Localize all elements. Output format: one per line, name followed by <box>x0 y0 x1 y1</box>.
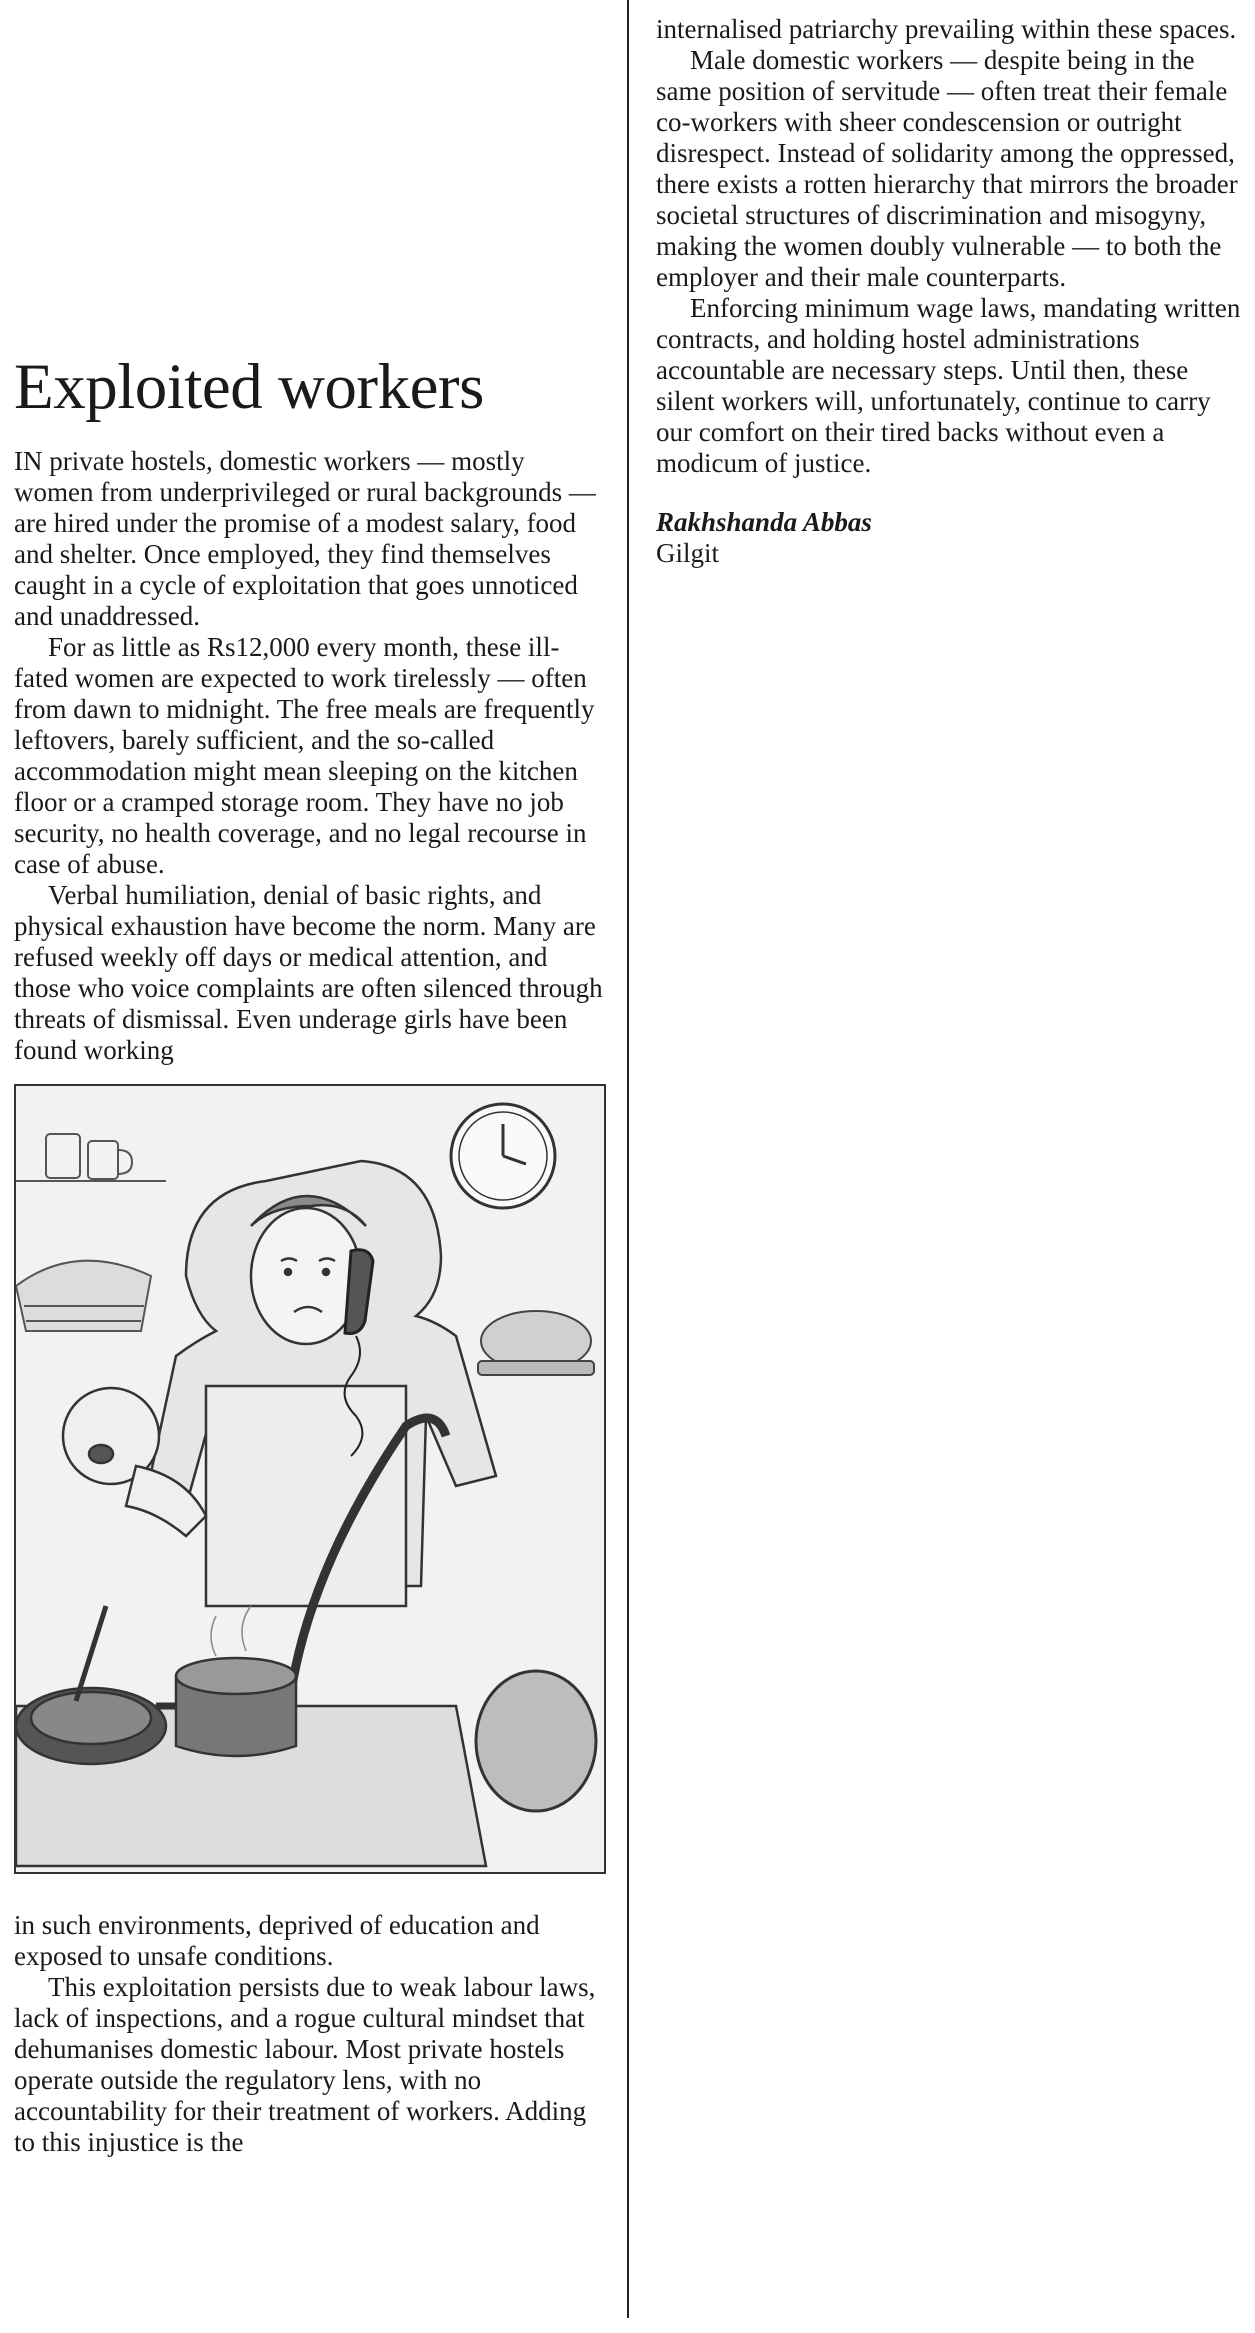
paragraph-1: IN private hostels, domestic workers — mostly women from underprivileged or rural backgrounds — are hired under the promise of a modest salary, food and shelter. Once employed, they find themselves caught in a cycle of exploitation that goes unnoticed and unaddressed. <box>14 446 596 631</box>
author-location: Gilgit <box>656 538 720 568</box>
paragraph-3: Verbal humiliation, denial of basic rights, and physical exhaustion have become the norm. Many are refused weekly off days or medical attention, and those who voice complaints are often silenced through threats of dismissal. Even underage girls have been found working <box>14 880 603 1065</box>
paragraph-4: This exploitation persists due to weak labour laws, lack of inspections, and a rogue cultural mindset that dehumanises domestic labour. Most private hostels operate outside the regulatory lens, with no accountability for their treatment of workers. Adding to this injustice is the <box>14 1972 596 2157</box>
author-name: Rakhshanda Abbas <box>656 507 872 537</box>
headline: Exploited workers <box>14 351 484 423</box>
column-divider <box>627 0 629 2318</box>
roast-chicken-icon <box>478 1311 594 1375</box>
left-column <box>14 351 606 2158</box>
paragraph-3-continued: in such environments, deprived of education and exposed to unsafe conditions. <box>14 1910 540 1971</box>
illustration-overworked-domestic-worker <box>14 1084 606 1874</box>
signature-block <box>656 507 1246 569</box>
paragraph-4-continued: internalised patriarchy prevailing within these spaces. <box>656 14 1237 44</box>
right-column <box>656 14 1246 569</box>
wall-clock-icon <box>451 1104 555 1208</box>
paragraph-5: Male domestic workers — despite being in the same position of servitude — often treat their female co-workers with sheer condescension or outright disrespect. Instead of solidarity among the oppressed, there exists a rotten hierarchy that mirrors the broader societal structures of discrimination and misogyny, making the women doubly vulnerable — to both the employer and their male counterparts. <box>656 45 1238 292</box>
paragraph-2: For as little as Rs12,000 every month, these ill-fated women are expected to work tirelessly — often from dawn to midnight. The free meals are frequently leftovers, barely sufficient, and the so-called accommodation might mean sleeping on the kitchen floor or a cramped storage room. They have no job security, no health coverage, and no legal recourse in case of abuse. <box>14 632 595 879</box>
paragraph-6: Enforcing minimum wage laws, mandating written contracts, and holding hostel administrations accountable are necessary steps. Until then, these silent workers will, unfortunately, continue to carry our comfort on their tired backs without even a modicum of justice. <box>656 293 1241 478</box>
